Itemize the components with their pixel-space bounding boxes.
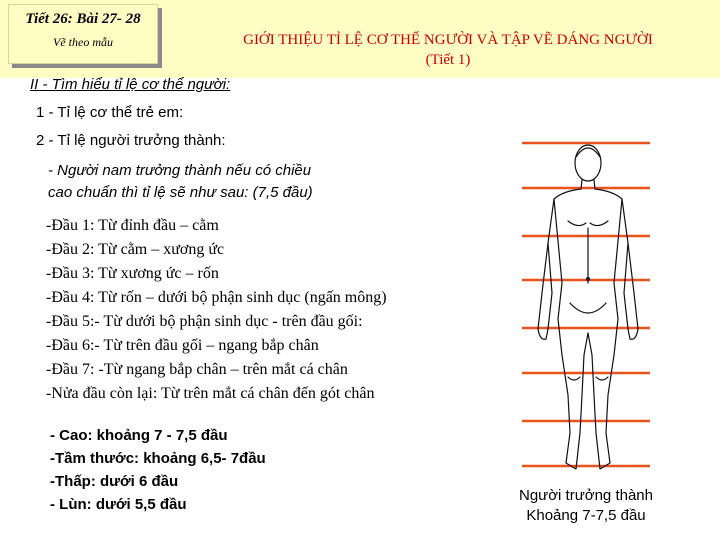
paragraph-line2: cao chuẩn thì tỉ lệ sẽ như sau: (7,5 đầu) bbox=[48, 184, 313, 201]
page-title-line1: GIỚI THIỆU TỈ LỆ CƠ THỂ NGƯỜI VÀ TẬP VẼ DÁNG NGƯỜI bbox=[243, 32, 653, 48]
list-item: -Nửa đầu còn lại: Từ trên mắt cá chân đến gót chân bbox=[46, 385, 375, 402]
list-item: - Cao: khoảng 7 - 7,5 đầu bbox=[50, 427, 228, 444]
lesson-subtitle: Vẽ theo mẫu bbox=[53, 35, 113, 49]
item-adult-proportion: 2 - Tỉ lệ người trưởng thành: bbox=[36, 132, 226, 149]
list-item: -Đầu 6:- Từ trên đầu gối – ngang bắp chân bbox=[46, 337, 319, 354]
adult-male-paragraph bbox=[48, 160, 418, 204]
lesson-title: Tiết 26: Bài 27- 28 bbox=[25, 11, 141, 27]
list-item: -Thấp: dưới 6 đầu bbox=[50, 473, 179, 490]
lesson-label-box bbox=[8, 4, 158, 64]
list-item: -Đầu 1: Từ đỉnh đầu – cằm bbox=[46, 217, 219, 234]
list-item: -Đầu 4: Từ rốn – dưới bộ phận sinh dục (ngấn mông) bbox=[46, 289, 387, 306]
list-item: -Đầu 7: -Từ ngang bắp chân – trên mắt cá chân bbox=[46, 361, 348, 378]
figure-caption bbox=[496, 486, 676, 526]
list-item: - Lùn: dưới 5,5 đầu bbox=[50, 496, 187, 513]
list-item: -Tầm thước: khoảng 6,5- 7đầu bbox=[50, 450, 266, 467]
item-child-proportion: 1 - Tỉ lệ cơ thể trẻ em: bbox=[36, 104, 184, 121]
list-item: -Đầu 2: Từ cằm – xương ức bbox=[46, 241, 225, 258]
page-title-line2: (Tiết 1) bbox=[425, 52, 471, 68]
human-figure-illustration bbox=[518, 133, 658, 493]
list-item: -Đầu 5:- Từ dưới bộ phận sinh dục - trên đầu gối: bbox=[46, 313, 363, 330]
head-proportion-list bbox=[46, 214, 387, 406]
height-category-list bbox=[50, 424, 266, 516]
page-title bbox=[176, 30, 720, 70]
paragraph-line1: - Người nam trưởng thành nếu có chiều bbox=[48, 162, 312, 179]
caption-line1: Người trưởng thành bbox=[519, 487, 653, 504]
caption-line2: Khoảng 7-7,5 đầu bbox=[526, 507, 646, 524]
list-item: -Đầu 3: Từ xương ức – rốn bbox=[46, 265, 219, 282]
section-heading: II - Tìm hiểu tỉ lệ cơ thể người: bbox=[30, 76, 231, 93]
